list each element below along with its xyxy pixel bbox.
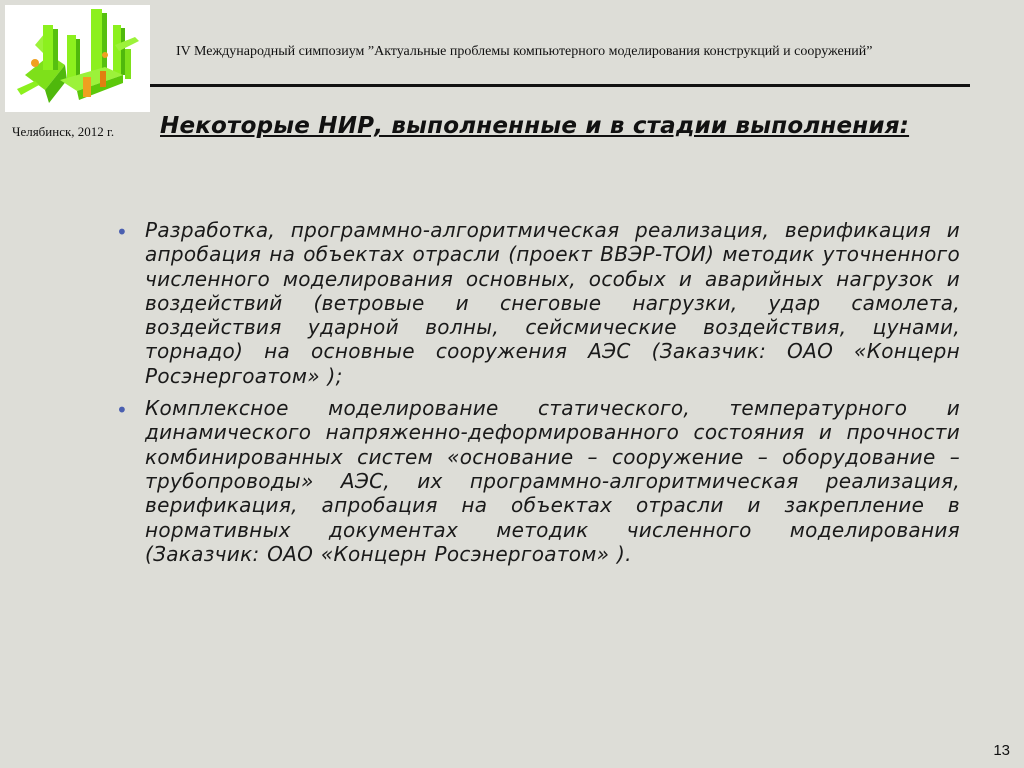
conference-logo: [5, 5, 150, 112]
symposium-header: IV Международный симпозиум ”Актуальные проблемы компьютерного моделирования конструкций и сооружений”: [176, 44, 873, 59]
bullet-item: [110, 218, 960, 388]
green-3d-structure-icon: [5, 5, 150, 112]
city-date-label: Челябинск, 2012 г.: [12, 124, 115, 139]
bullet-text: Разработка, программно-алгоритмическая реализация, верификация и апробация на объектах отрасли (проект ВВЭР-ТОИ) методик уточненного численного моделирования основных, особых и аварийных нагрузок и воздействий (ветровые и снеговые нагрузки, удар самолета, воздействия ударной волны, сейсмические воздействия, цунами, торнадо) на основные сооружения АЭС (Заказчик: ОАО «Концерн Росэнергоатом» );: [145, 218, 960, 388]
slide-title: Некоторые НИР, выполненные и в стадии выполнения:: [160, 113, 910, 139]
page-number: 13: [993, 742, 1010, 759]
bullet-text: Комплексное моделирование статического, температурного и динамического напряженно-деформированного состояния и прочности комбинированных систем «основание – сооружение – оборудование – трубопроводы» АЭС, их программно-алгоритмическая реализация, верификация, апробация на объектах отрасли и закрепление в нормативных документах методик численного моделирования (Заказчик: ОАО «Концерн Росэнергоатом» ).: [145, 396, 960, 566]
header-divider: [150, 84, 970, 87]
bullet-item: [110, 396, 960, 566]
bullet-marker: •: [116, 398, 128, 423]
bullet-list: [110, 218, 960, 574]
bullet-marker: •: [116, 220, 128, 244]
